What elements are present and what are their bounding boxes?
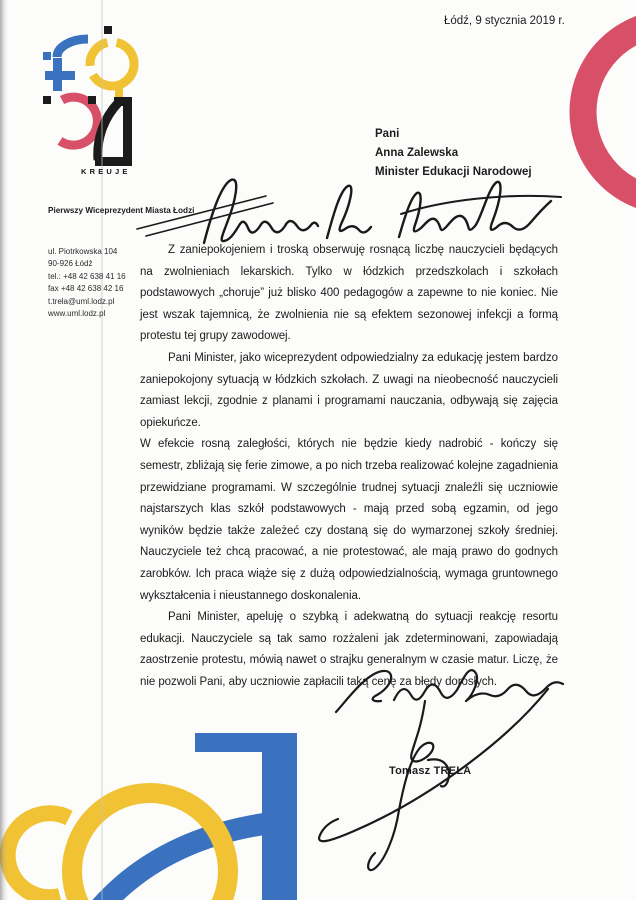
paragraph-1: Z zaniepokojeniem i troską obserwuję rosnącą liczbę nauczycieli będących na zwolnieniach lekarskich. Tylko w łódzkich przedszkolach i szkołach podstawowych „choruje” już blisko 400 pedagogów a zapewne to nie koniec. Nie jest wszak tajemnicą, że zwolnienia nie są efektem sezonowej infekcji a formą protestu tej grupy zawodowej. [140,244,558,343]
paragraph-2: Pani Minister, jako wiceprezydent odpowiedzialny za edukację jestem bardzo zaniepokojony sytuacją w łódzkich szkołach. Z uwagi na nieobecność nauczycieli zamiast lekcji, zgodnie z planami i programami nauczania, odbywają się zajęcia opiekuńcze. [140,351,558,429]
logo-letter-l-arc [57,39,88,57]
logo-caption: KREUJE [81,167,131,176]
paragraph-3: W efekcie rosną zaległości, których nie będzie kiedy nadrobić - kończy się semestr, zbliżają się ferie zimowe, a po nich trzeba realizować kolejne zagadnienia przewidziane programami. W szczególnie trudnej sytuacji znaleźli się uczniowie najstarszych klas szkół podstawowych - mają przed sobą egzamin, od jego wyników będzie także zależeć czy dostaną się do wymarzonej szkoły średniej. Nauczyciele też chcą pracować, a nie protestować, ale mają prawo do godnych zarobków. Ich praca wiąże się z dużą odpowiedzialnością, wymaga gruntownego wykształcenia i nieustannego doskonalenia. [140,438,558,602]
address-website: www.uml.lodz.pl [48,309,106,319]
address-street: ul. Piotrkowska 104 [48,247,118,256]
bottom-yellow-c-arc [8,813,69,897]
logo-letter-d-bowl [60,97,97,145]
sender-address-block [48,246,126,320]
logo-accent-dot-mid [88,96,96,104]
address-fax: fax +48 42 638 42 16 [48,284,124,294]
address-city: 90-926 Łódź [48,259,93,269]
pink-ring-decoration [583,23,636,201]
recipient-title: Minister Edukacji Narodowej [375,166,532,178]
address-phone: tel.: +48 42 638 41 16 [48,271,126,281]
bottom-yellow-circle [72,793,228,900]
scan-fold-line [101,0,103,900]
lodz-city-logo-icon [43,26,134,166]
recipient-name: Anna Zalewska [375,147,459,159]
handwritten-greeting [137,180,561,243]
sender-title: Pierwszy Wiceprezydent Miasta Łodzi [48,206,195,215]
greeting-word-pani [327,186,371,238]
address-email: t.trela@uml.lodz.pl [48,296,115,306]
logo-letter-z-top [114,97,132,106]
logo-blue-dot [43,52,51,60]
date-line: Łódź, 9 stycznia 2019 r. [444,15,565,27]
greeting-word-szanowna [204,180,318,243]
signer-name: Tomasz TRELA [389,765,472,777]
bottom-brand-decoration [8,733,297,900]
logo-letter-l-stem [53,58,62,91]
recipient-salutation: Pani [375,128,400,140]
bottom-blue-arc [100,824,264,900]
logo-letter-o-arc [93,43,134,87]
scan-edge-shadow [0,0,8,900]
paragraph-4: Pani Minister, apeluję o szybką i adekwatną do sytuacji reakcję resortu edukacji. Nauczyciele są tak samo rozżaleni jak zdeterminowani, zapowiadają zaostrzenie protestu, mówią nawet o strajku generalnym w czasie matur. Liczę, że nie pozwoli Pani, aby uczniowie zapłacili taką cenę za błędy dorosłych. [140,611,558,688]
logo-accent-dot-top [104,26,112,34]
logo-letter-z-stem [123,97,132,166]
logo-letter-o-arc2 [90,43,107,66]
greeting-t-cross-stroke [401,196,561,214]
logo-letter-l-crossbar [45,71,75,80]
logo-letter-o-tail [115,84,123,97]
bottom-blue-vertical-bar [262,733,297,900]
letter-body [140,240,558,693]
greeting-word-minister [399,182,551,237]
recipient-block [375,125,532,182]
signature-descender [368,701,433,870]
bottom-blue-top-bar [195,733,297,752]
logo-accent-dot-left [43,96,51,104]
